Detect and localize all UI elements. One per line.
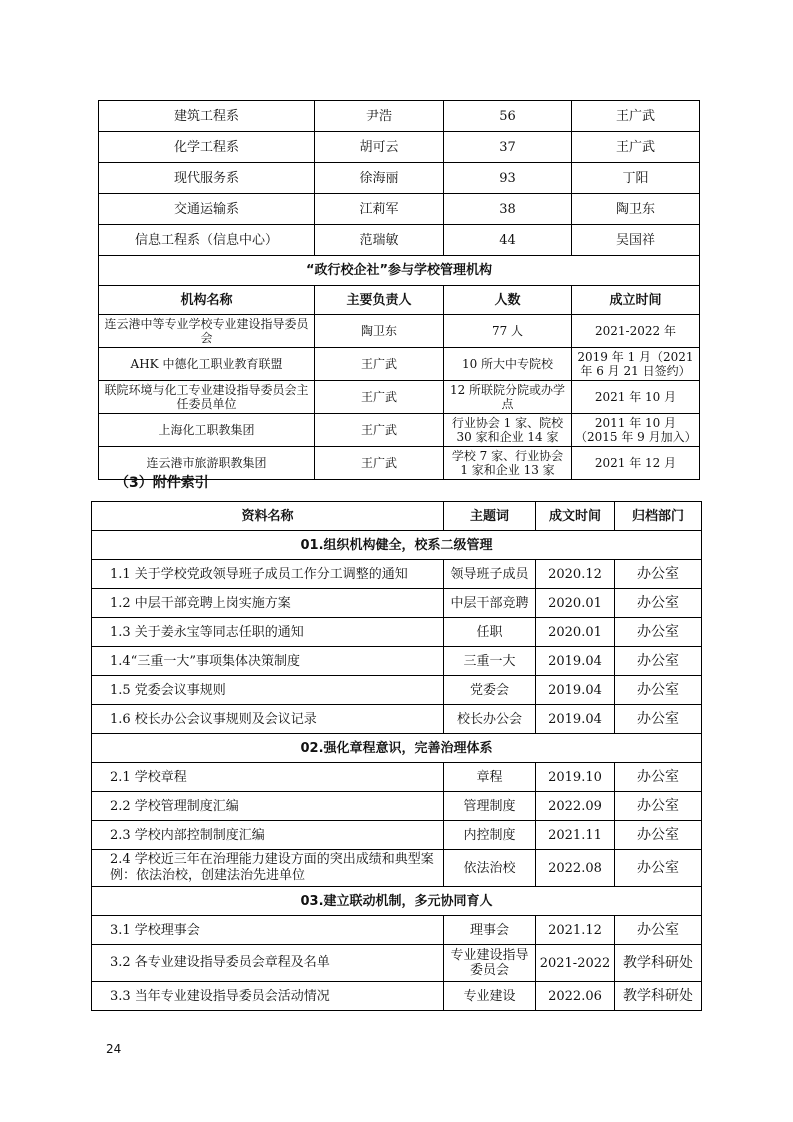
index-section-title: 03.建立联动机制，多元协同育人 bbox=[92, 887, 702, 916]
supervisor-cell: 吴国祥 bbox=[572, 225, 700, 256]
date-header: 成文时间 bbox=[536, 502, 615, 531]
index-row bbox=[92, 982, 702, 1011]
archive-dept-cell: 教学科研处 bbox=[615, 945, 702, 982]
index-row bbox=[92, 647, 702, 676]
index-row bbox=[92, 618, 702, 647]
leader-cell: 尹浩 bbox=[315, 101, 444, 132]
date-cell: 2021-2022 bbox=[536, 945, 615, 982]
org-row bbox=[99, 348, 700, 381]
department-cell: 现代服务系 bbox=[99, 163, 315, 194]
keyword-cell: 三重一大 bbox=[444, 647, 536, 676]
leader-cell: 胡可云 bbox=[315, 132, 444, 163]
department-row bbox=[99, 163, 700, 194]
archive-dept-cell: 办公室 bbox=[615, 589, 702, 618]
department-row bbox=[99, 101, 700, 132]
org-date-cell: 2011 年 10 月（2015 年 9 月加入） bbox=[572, 414, 700, 447]
date-cell: 2019.10 bbox=[536, 763, 615, 792]
archive-dept-cell: 办公室 bbox=[615, 618, 702, 647]
archive-dept-cell: 教学科研处 bbox=[615, 982, 702, 1011]
leader-cell: 范瑞敏 bbox=[315, 225, 444, 256]
organization-table bbox=[98, 100, 700, 480]
org-date-cell: 2021-2022 年 bbox=[572, 315, 700, 348]
keyword-cell: 管理制度 bbox=[444, 792, 536, 821]
keyword-cell: 专业建设 bbox=[444, 982, 536, 1011]
org-leader-cell: 王广武 bbox=[315, 381, 444, 414]
index-row bbox=[92, 589, 702, 618]
date-cell: 2020.01 bbox=[536, 589, 615, 618]
department-row bbox=[99, 132, 700, 163]
department-cell: 交通运输系 bbox=[99, 194, 315, 225]
doc-name-cell: 2.4 学校近三年在治理能力建设方面的突出成绩和典型案例：依法治校，创建法治先进单位 bbox=[92, 850, 444, 887]
department-row bbox=[99, 194, 700, 225]
index-row bbox=[92, 916, 702, 945]
org-name-cell: AHK 中德化工职业教育联盟 bbox=[99, 348, 315, 381]
archive-dept-cell: 办公室 bbox=[615, 763, 702, 792]
org-section-title: “政行校企社”参与学校管理机构 bbox=[99, 256, 700, 286]
keyword-cell: 校长办公会 bbox=[444, 705, 536, 734]
keyword-cell: 中层干部竞聘 bbox=[444, 589, 536, 618]
org-leader-cell: 王广武 bbox=[315, 414, 444, 447]
archive-dept-cell: 办公室 bbox=[615, 821, 702, 850]
archive-dept-cell: 办公室 bbox=[615, 676, 702, 705]
archive-dept-cell: 办公室 bbox=[615, 647, 702, 676]
count-cell: 44 bbox=[444, 225, 572, 256]
keyword-cell: 依法治校 bbox=[444, 850, 536, 887]
count-cell: 37 bbox=[444, 132, 572, 163]
supervisor-cell: 王广武 bbox=[572, 101, 700, 132]
count-cell: 56 bbox=[444, 101, 572, 132]
doc-name-cell: 1.5 党委会议事规则 bbox=[92, 676, 444, 705]
index-section-title: 01.组织机构健全，校系二级管理 bbox=[92, 531, 702, 560]
org-count-cell: 10 所大中专院校 bbox=[444, 348, 572, 381]
org-date-cell: 2021 年 10 月 bbox=[572, 381, 700, 414]
archive-dept-cell: 办公室 bbox=[615, 792, 702, 821]
keyword-cell: 领导班子成员 bbox=[444, 560, 536, 589]
doc-name-cell: 3.1 学校理事会 bbox=[92, 916, 444, 945]
index-header-row bbox=[92, 502, 702, 531]
keyword-cell: 党委会 bbox=[444, 676, 536, 705]
keyword-cell: 任职 bbox=[444, 618, 536, 647]
archive-dept-header: 归档部门 bbox=[615, 502, 702, 531]
doc-name-cell: 2.3 学校内部控制制度汇编 bbox=[92, 821, 444, 850]
supervisor-cell: 丁阳 bbox=[572, 163, 700, 194]
date-cell: 2019.04 bbox=[536, 676, 615, 705]
date-cell: 2022.09 bbox=[536, 792, 615, 821]
attachment-index-heading: （3）附件索引 bbox=[115, 475, 209, 491]
count-cell: 93 bbox=[444, 163, 572, 194]
archive-dept-cell: 办公室 bbox=[615, 560, 702, 589]
department-cell: 建筑工程系 bbox=[99, 101, 315, 132]
index-row bbox=[92, 792, 702, 821]
index-row bbox=[92, 705, 702, 734]
doc-name-cell: 3.2 各专业建设指导委员会章程及名单 bbox=[92, 945, 444, 982]
index-row bbox=[92, 763, 702, 792]
keyword-cell: 理事会 bbox=[444, 916, 536, 945]
org-section-row bbox=[99, 256, 700, 286]
archive-dept-cell: 办公室 bbox=[615, 850, 702, 887]
keyword-cell: 章程 bbox=[444, 763, 536, 792]
index-row bbox=[92, 821, 702, 850]
org-count-cell: 行业协会 1 家、院校 30 家和企业 14 家 bbox=[444, 414, 572, 447]
org-name-cell: 上海化工职教集团 bbox=[99, 414, 315, 447]
org-name-cell: 连云港市旅游职教集团 bbox=[99, 447, 315, 480]
org-leader-cell: 王广武 bbox=[315, 447, 444, 480]
doc-name-cell: 1.1 关于学校党政领导班子成员工作分工调整的通知 bbox=[92, 560, 444, 589]
archive-dept-cell: 办公室 bbox=[615, 705, 702, 734]
org-count-header: 人数 bbox=[444, 286, 572, 315]
keyword-cell: 内控制度 bbox=[444, 821, 536, 850]
doc-name-cell: 3.3 当年专业建设指导委员会活动情况 bbox=[92, 982, 444, 1011]
supervisor-cell: 陶卫东 bbox=[572, 194, 700, 225]
org-name-header: 机构名称 bbox=[99, 286, 315, 315]
department-cell: 化学工程系 bbox=[99, 132, 315, 163]
index-row bbox=[92, 560, 702, 589]
doc-name-cell: 1.3 关于姜永宝等同志任职的通知 bbox=[92, 618, 444, 647]
org-count-cell: 77 人 bbox=[444, 315, 572, 348]
org-date-header: 成立时间 bbox=[572, 286, 700, 315]
doc-name-header: 资料名称 bbox=[92, 502, 444, 531]
index-section-title: 02.强化章程意识，完善治理体系 bbox=[92, 734, 702, 763]
count-cell: 38 bbox=[444, 194, 572, 225]
doc-name-cell: 1.4“三重一大”事项集体决策制度 bbox=[92, 647, 444, 676]
doc-name-cell: 2.1 学校章程 bbox=[92, 763, 444, 792]
org-row bbox=[99, 315, 700, 348]
date-cell: 2022.08 bbox=[536, 850, 615, 887]
index-row bbox=[92, 676, 702, 705]
date-cell: 2020.01 bbox=[536, 618, 615, 647]
org-header-row bbox=[99, 286, 700, 315]
date-cell: 2019.04 bbox=[536, 705, 615, 734]
index-section-row bbox=[92, 734, 702, 763]
org-name-cell: 联院环境与化工专业建设指导委员会主任委员单位 bbox=[99, 381, 315, 414]
doc-name-cell: 1.6 校长办公会议事规则及会议记录 bbox=[92, 705, 444, 734]
date-cell: 2019.04 bbox=[536, 647, 615, 676]
leader-cell: 徐海丽 bbox=[315, 163, 444, 194]
attachment-index-table bbox=[91, 501, 702, 1011]
date-cell: 2022.06 bbox=[536, 982, 615, 1011]
index-row bbox=[92, 850, 702, 887]
org-name-cell: 连云港中等专业学校专业建设指导委员会 bbox=[99, 315, 315, 348]
index-section-row bbox=[92, 887, 702, 916]
keyword-header: 主题词 bbox=[444, 502, 536, 531]
department-row bbox=[99, 225, 700, 256]
archive-dept-cell: 办公室 bbox=[615, 916, 702, 945]
org-date-cell: 2021 年 12 月 bbox=[572, 447, 700, 480]
leader-cell: 江莉军 bbox=[315, 194, 444, 225]
org-count-cell: 12 所联院分院或办学点 bbox=[444, 381, 572, 414]
date-cell: 2021.11 bbox=[536, 821, 615, 850]
supervisor-cell: 王广武 bbox=[572, 132, 700, 163]
org-count-cell: 学校 7 家、行业协会 1 家和企业 13 家 bbox=[444, 447, 572, 480]
department-cell: 信息工程系（信息中心） bbox=[99, 225, 315, 256]
org-row bbox=[99, 381, 700, 414]
org-leader-cell: 陶卫东 bbox=[315, 315, 444, 348]
doc-name-cell: 2.2 学校管理制度汇编 bbox=[92, 792, 444, 821]
org-leader-cell: 王广武 bbox=[315, 348, 444, 381]
page-number: 24 bbox=[106, 1042, 122, 1056]
date-cell: 2020.12 bbox=[536, 560, 615, 589]
org-date-cell: 2019 年 1 月（2021 年 6 月 21 日签约） bbox=[572, 348, 700, 381]
org-row bbox=[99, 414, 700, 447]
index-row bbox=[92, 945, 702, 982]
keyword-cell: 专业建设指导委员会 bbox=[444, 945, 536, 982]
doc-name-cell: 1.2 中层干部竞聘上岗实施方案 bbox=[92, 589, 444, 618]
index-section-row bbox=[92, 531, 702, 560]
org-leader-header: 主要负责人 bbox=[315, 286, 444, 315]
date-cell: 2021.12 bbox=[536, 916, 615, 945]
